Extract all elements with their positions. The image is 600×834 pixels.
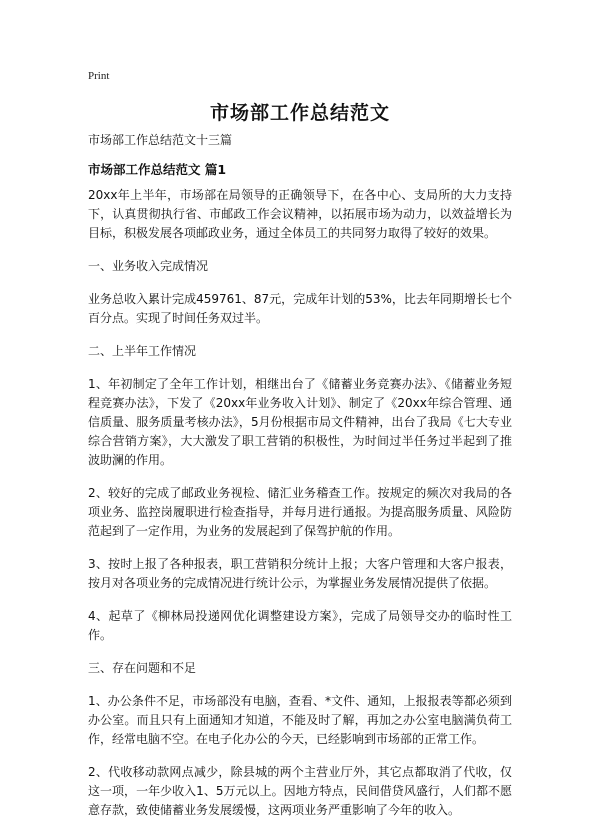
paragraph-revenue: 业务总收入累计完成459761、87元，完成年计划的53%，比去年同期增长七个百分点。实现了时间任务双过半。: [88, 292, 512, 325]
document-subtitle: 市场部工作总结范文十三篇: [88, 133, 233, 147]
heading-issues: 三、存在问题和不足: [88, 661, 197, 675]
paragraph-work-3: 3、按时上报了各种报表，职工营销积分统计上报；大客户管理和大客户报表，按月对各项业务的完成情况进行统计公示，为掌握业务发展情况提供了依据。: [88, 557, 512, 590]
section-heading: 市场部工作总结范文 篇1: [88, 162, 227, 177]
document-body: [88, 186, 512, 834]
paragraph-issues-2: 2、代收移动款网点减少，除县城的两个主营业厅外，其它点都取消了代收，仅这一项，一年少收入1、5万元以上。因地方特点，民间借贷风盛行，人们都不愿意存款，致使储蓄业务发展缓慢，这两项业务严重影响了今年的收入。: [88, 765, 512, 817]
page-title: 市场部工作总结范文: [209, 102, 390, 124]
print-label: Print: [88, 70, 110, 82]
paragraph-intro: 20xx年上半年，市场部在局领导的正确领导下，在各中心、支局所的大力支持下，认真贯彻执行省、市邮政工作会议精神，以拓展市场为动力，以效益增长为目标，积极发展各项邮政业务，通过全体员工的共同努力取得了较好的效果。: [88, 188, 512, 240]
paragraph-work-1: 1、年初制定了全年工作计划，相继出台了《储蓄业务竞赛办法》、《储蓄业务短程竞赛办法》，下发了《20xx年业务收入计划》、制定了《20xx年综合管理、通信质量、服务质量考核办法》，5月份根据市局文件精神，出台了我局《七大专业综合营销方案》，大大激发了职工营销的积极性，为时间过半任务过半起到了推波助澜的作用。: [88, 377, 512, 467]
paragraph-work-4: 4、起草了《柳林局投递网优化调整建设方案》，完成了局领导交办的临时性工作。: [88, 609, 512, 642]
paragraph-work-2: 2、较好的完成了邮政业务视检、储汇业务稽查工作。按规定的频次对我局的各项业务、监控岗履职进行检查指导，并每月进行通报。为提高服务质量、风险防范起到了一定作用，为业务的发展起到了保驾护航的作用。: [88, 486, 512, 538]
heading-work: 二、上半年工作情况: [88, 344, 197, 358]
paragraph-issues-1: 1、办公条件不足，市场部没有电脑，查看、*文件、通知，上报报表等都必须到办公室。而且只有上面通知才知道，不能及时了解，再加之办公室电脑满负荷工作，经常电脑不空。在电子化办公的今天，已经影响到市场部的正常工作。: [88, 694, 512, 746]
heading-revenue: 一、业务收入完成情况: [88, 259, 209, 273]
